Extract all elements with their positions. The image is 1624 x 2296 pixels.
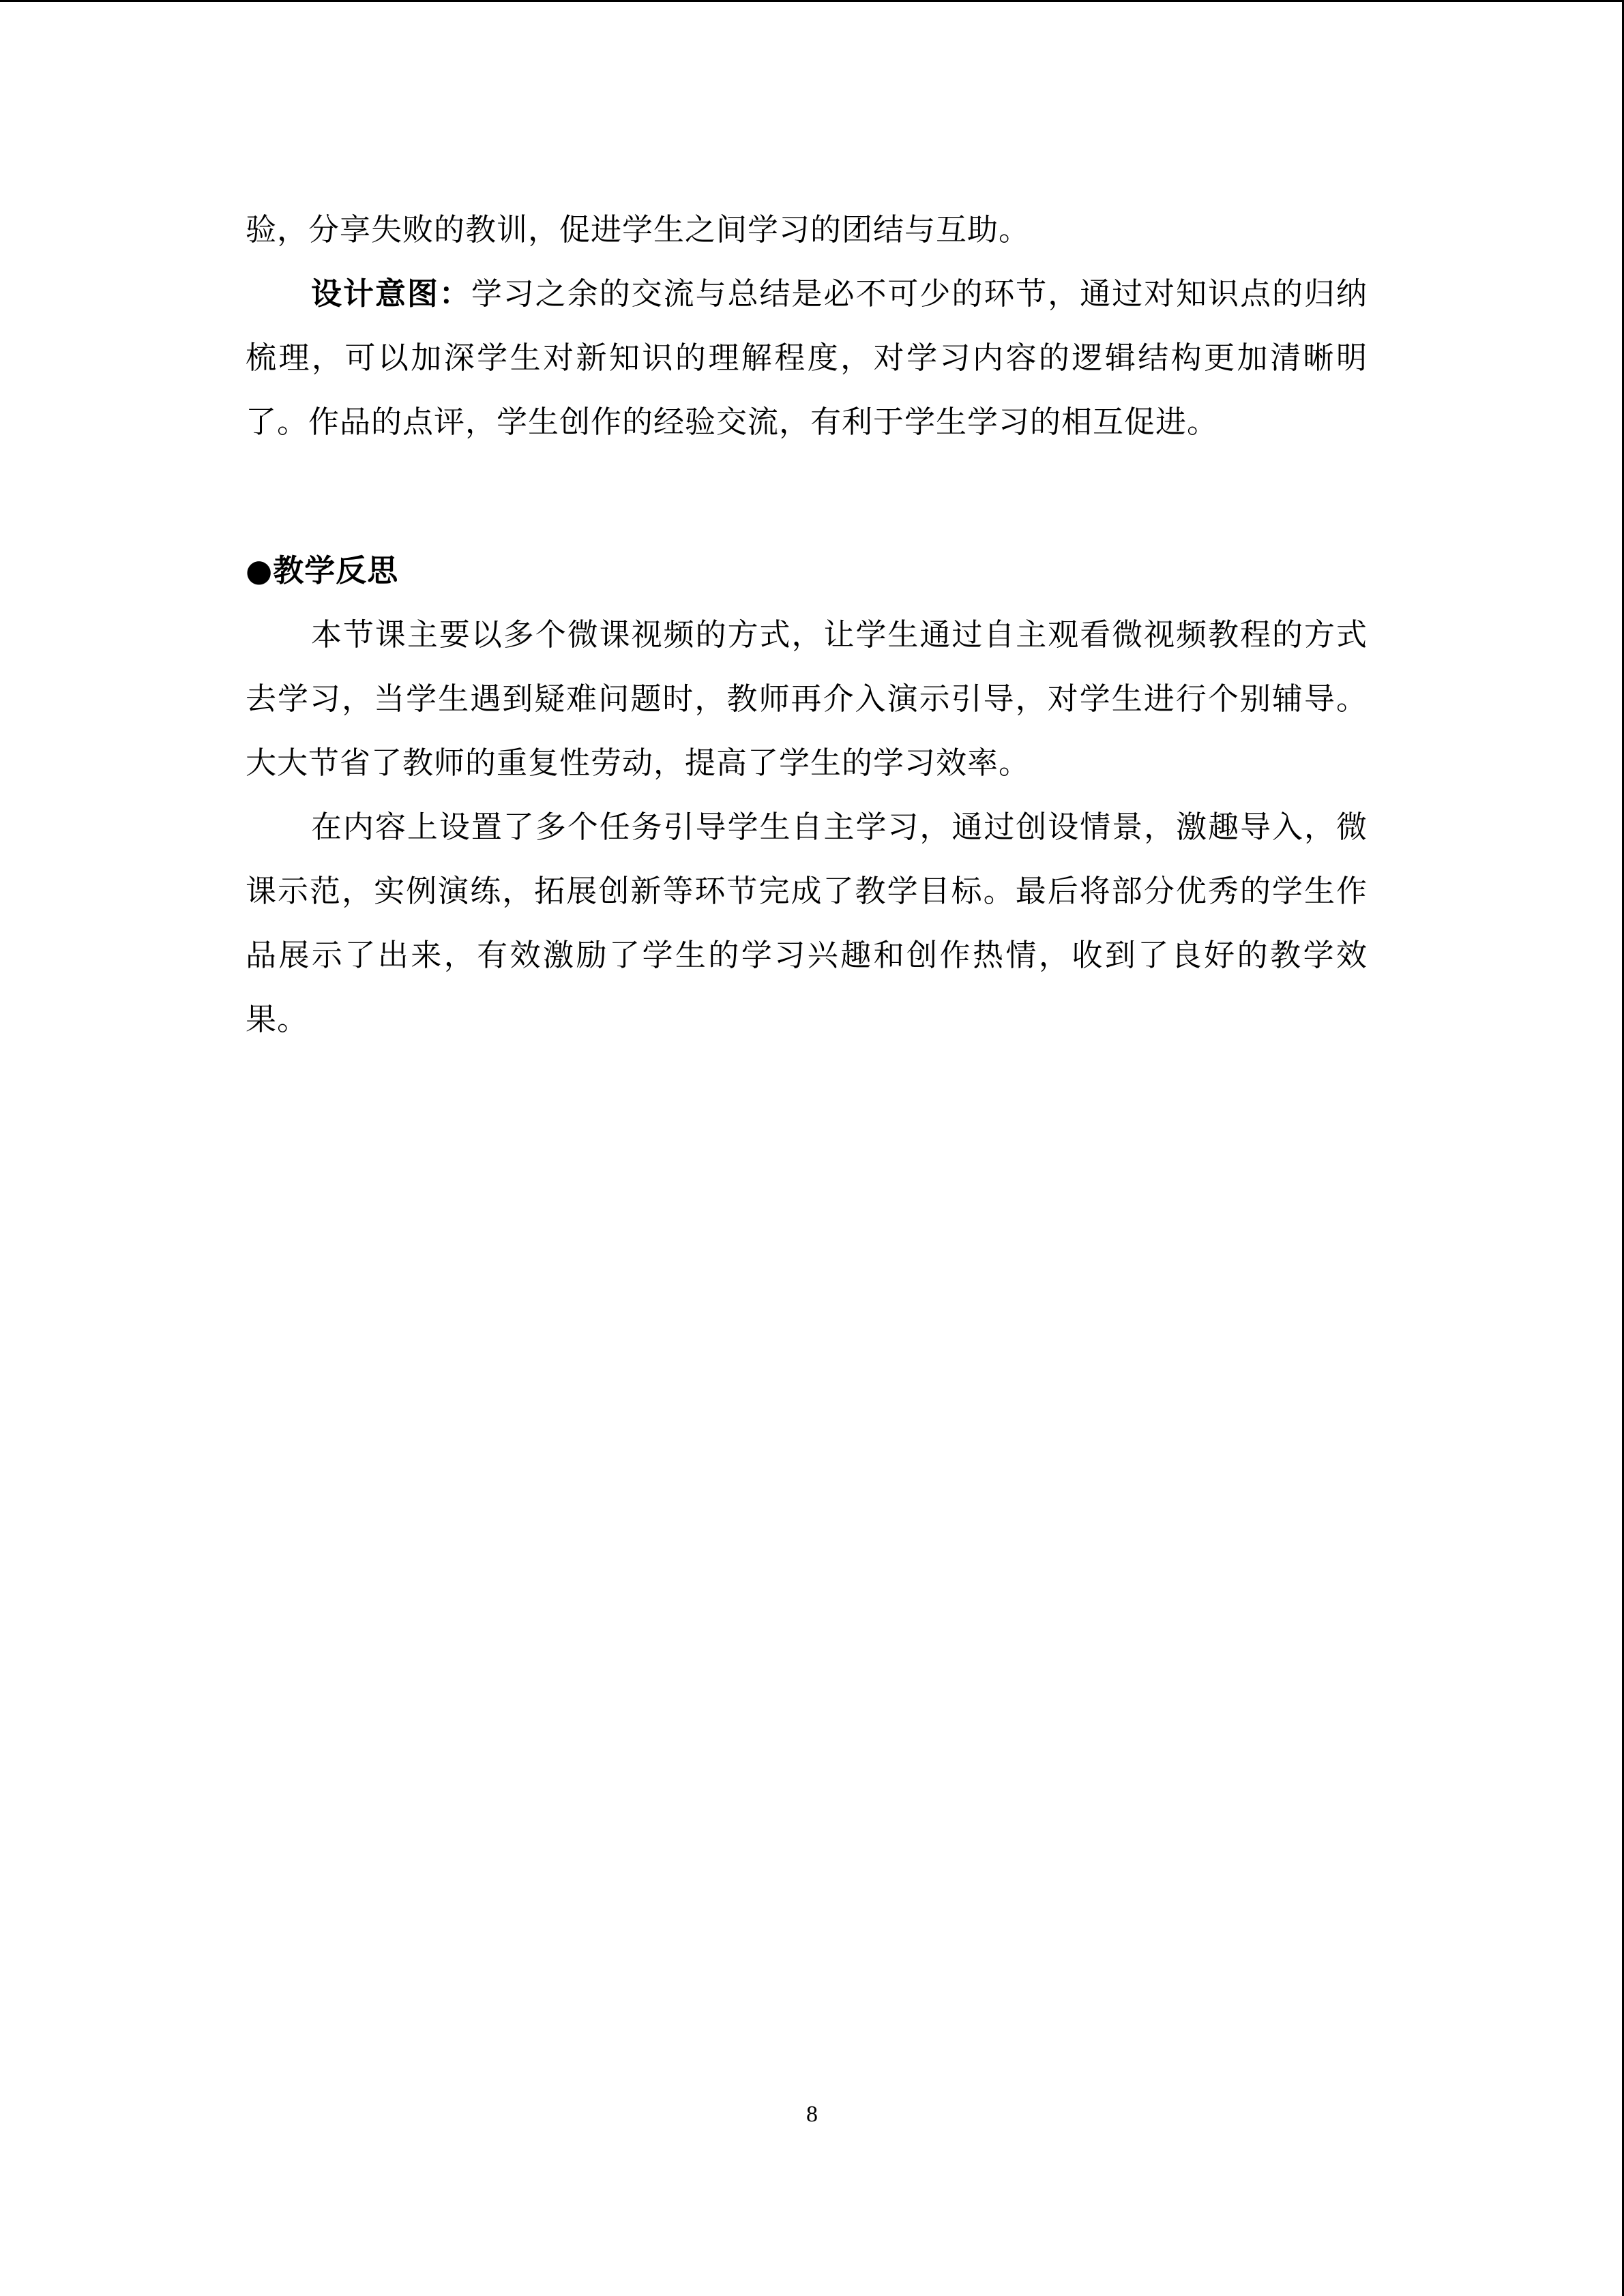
reflection-paragraph-2: 在内容上设置了多个任务引导学生自主学习，通过创设情景，激趣导入，微课示范，实例演练，拓展创新等环节完成了教学目标。最后将部分优秀的学生作品展示了出来，有效激励了学生的学习兴趣和创作热情，收到了良好的教学效果。 — [246, 809, 1368, 1037]
page-top-border — [0, 0, 1624, 2]
design-intent-paragraph — [246, 262, 1368, 454]
section-heading: ●教学反思 — [246, 552, 399, 588]
page-number: 8 — [806, 2102, 818, 2127]
design-intent-text: 学习之余的交流与总结是必不可少的环节，通过对知识点的归纳梳理，可以加深学生对新知识的理解程度，对学习内容的逻辑结构更加清晰明了。作品的点评，学生创作的经验交流，有利于学生学习的相互促进。 — [246, 275, 1368, 440]
continued-paragraph: 验，分享失败的教训，促进学生之间学习的团结与互助。 — [246, 211, 1031, 248]
design-intent-label: 设计意图： — [311, 275, 471, 312]
document-body — [246, 198, 1368, 1052]
reflection-paragraph-1: 本节课主要以多个微课视频的方式，让学生通过自主观看微视频教程的方式去学习，当学生遇到疑难问题时，教师再介入演示引导，对学生进行个别辅导。大大节省了教师的重复性劳动，提高了学生的学习效率。 — [246, 616, 1368, 781]
